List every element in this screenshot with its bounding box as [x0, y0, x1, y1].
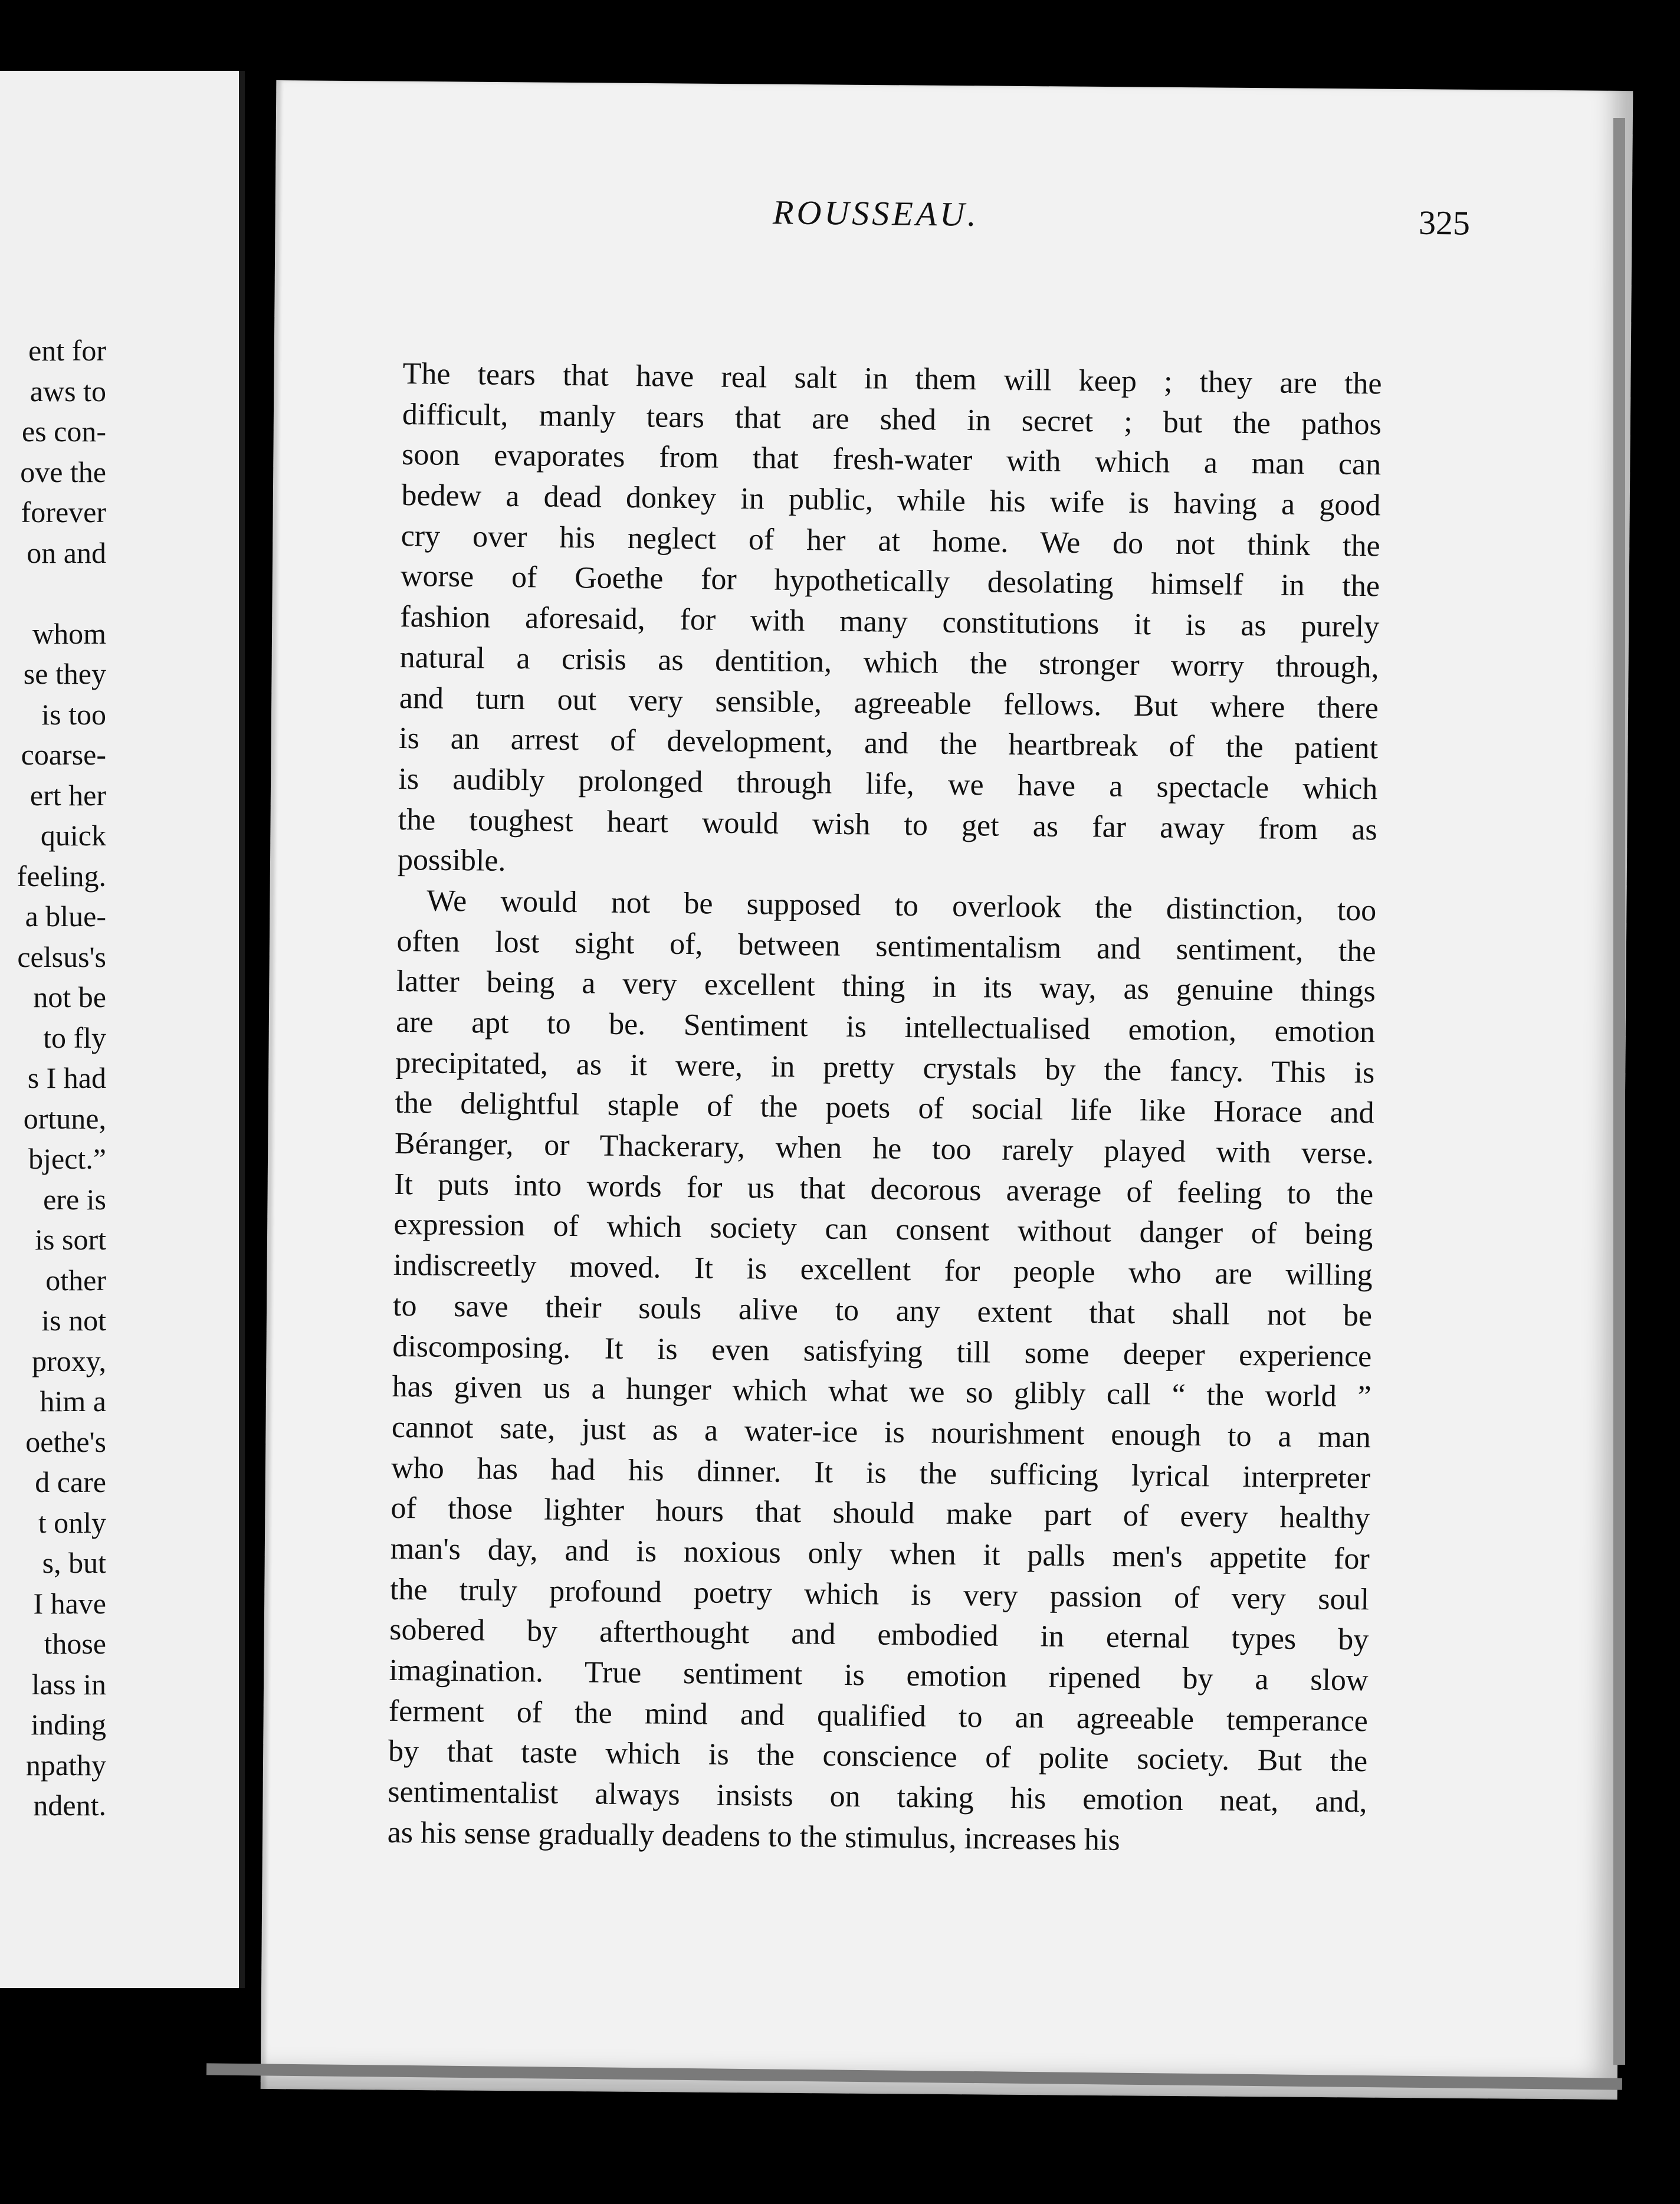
left-page-line: ove the — [20, 455, 106, 488]
text-line: fashion aforesaid, for with many constitutions it is as purely — [400, 600, 1380, 644]
left-page-line: on and — [27, 536, 106, 569]
left-page-line: oethe's — [25, 1425, 106, 1458]
left-page-line — [17, 573, 106, 614]
text-line: discomposing. It is even satisfying till some deeper experience — [392, 1329, 1372, 1373]
text-line: possible. — [397, 843, 506, 878]
text-line: the delightful staple of the poets of social life like Horace and — [395, 1086, 1374, 1130]
left-page-line: whom — [32, 616, 106, 650]
text-line: indiscreetly moved. It is excellent for people who are willing — [393, 1248, 1373, 1293]
text-line: and turn out very sensible, agreeable fellows. But where there — [399, 681, 1379, 725]
left-page-line: feeling. — [17, 859, 106, 893]
text-line: has given us a hunger which what we so glibly call “ the world ” — [392, 1370, 1371, 1414]
left-page-line: a blue- — [25, 900, 106, 933]
text-line: is an arrest of development, and the heartbreak of the patient — [398, 721, 1379, 766]
text-line: We would not be supposed to overlook the distinction, too — [426, 884, 1377, 928]
left-page-line: es con- — [22, 415, 106, 448]
running-title: ROUSSEAU. — [772, 193, 979, 234]
text-line: worse of Goethe for hypothetically desolating himself in the — [400, 559, 1380, 604]
left-page-line: those — [44, 1627, 106, 1660]
page-edge-shadow — [1613, 118, 1625, 2065]
text-line: expression of which society can consent without danger of being — [393, 1208, 1373, 1252]
text-line: cry over his neglect of her at home. We do not think the — [401, 519, 1380, 563]
left-page-line: inding — [31, 1708, 106, 1741]
left-page-line: npathy — [25, 1748, 106, 1782]
text-line: bedew a dead donkey in public, while his wife is having a good — [401, 478, 1381, 523]
text-line: is audibly prolonged through life, we have a spectacle which — [398, 762, 1378, 806]
left-page-line: se they — [23, 657, 106, 690]
text-line: imagination. True sentiment is emotion ripened by a slow — [389, 1653, 1369, 1698]
text-line: of those lighter hours that should make part of every healthy — [391, 1491, 1370, 1536]
text-line: ferment of the mind and qualified to an agreeable temperance — [388, 1694, 1369, 1738]
left-page-line: ent for — [28, 334, 106, 367]
left-page-line: forever — [21, 496, 106, 529]
left-page-line: ndent. — [33, 1789, 106, 1822]
page-number: 325 — [1418, 203, 1471, 242]
text-line: the truly profound poetry which is very passion of very soul — [389, 1572, 1370, 1616]
text-line: who has had his dinner. It is the sufficing lyrical interpreter — [391, 1451, 1371, 1495]
left-page-line: aws to — [29, 374, 106, 408]
left-page-line: is not — [41, 1304, 106, 1337]
text-line: natural a crisis as dentition, which the stronger worry through, — [399, 640, 1379, 685]
text-line: are apt to be. Sentiment is intellectualised emotion, emotion — [395, 1005, 1376, 1049]
left-page-line: ortune, — [23, 1101, 106, 1135]
left-page-line: bject.” — [28, 1142, 106, 1175]
left-page-line: I have — [33, 1586, 106, 1620]
left-page-line: s I had — [27, 1061, 106, 1094]
text-line: as his sense gradually deadens to the stimulus, increases his — [387, 1815, 1120, 1857]
left-page-line: not be — [33, 980, 106, 1014]
body-text — [387, 354, 1382, 1864]
text-line: It puts into words for us that decorous average of feeling to the — [393, 1167, 1374, 1212]
text-line: sentimentalist always insists on taking his emotion neat, and, — [388, 1775, 1367, 1819]
left-facing-page — [0, 71, 245, 1988]
paragraph — [398, 354, 1382, 891]
left-page-line: t only — [38, 1506, 106, 1539]
text-line: by that taste which is the conscience of polite society. But the — [388, 1734, 1368, 1779]
left-page-line: celsus's — [17, 940, 106, 973]
left-page-line: him a — [40, 1385, 106, 1418]
left-page-line: other — [45, 1263, 106, 1297]
running-head — [501, 189, 1475, 252]
text-line: to save their souls alive to any extent that shall not be — [392, 1288, 1373, 1333]
left-page-line: s, but — [42, 1546, 106, 1579]
text-line: sobered by afterthought and embodied in eternal types by — [389, 1613, 1369, 1657]
text-line: cannot sate, just as a water-ice is nourishment enough to a man — [391, 1410, 1371, 1455]
text-line: the toughest heart would wish to get as far away from as — [398, 802, 1377, 847]
left-page-line: is too — [41, 697, 106, 731]
paragraph — [387, 881, 1376, 1864]
left-page-line: coarse- — [21, 738, 106, 771]
left-page-line: proxy, — [32, 1344, 106, 1378]
left-page-line: d care — [35, 1465, 106, 1498]
left-page-line: is sort — [35, 1223, 106, 1256]
text-line: The tears that have real salt in them will keep ; they are the — [402, 356, 1382, 401]
left-page-line: ert her — [29, 778, 106, 812]
text-line: precipitated, as it were, in pretty crystals by the fancy. This is — [395, 1045, 1375, 1090]
text-line: difficult, manly tears that are shed in secret ; but the pathos — [402, 397, 1382, 442]
text-line: often lost sight of, between sentimentalism and sentiment, the — [396, 924, 1376, 968]
text-line: man's day, and is noxious only when it palls men's appetite for — [390, 1531, 1370, 1576]
text-line: latter being a very excellent thing in its way, as genuine things — [396, 965, 1376, 1009]
left-page-line: ere is — [43, 1182, 106, 1216]
left-page-line: quick — [40, 819, 106, 852]
text-line: Béranger, or Thackerary, when he too rarely played with verse. — [394, 1126, 1374, 1171]
left-page-text — [17, 330, 106, 1826]
text-line: soon evaporates from that fresh-water with which a man can — [401, 438, 1382, 482]
left-page-line: to fly — [43, 1021, 106, 1054]
left-page-line: lass in — [31, 1667, 106, 1701]
